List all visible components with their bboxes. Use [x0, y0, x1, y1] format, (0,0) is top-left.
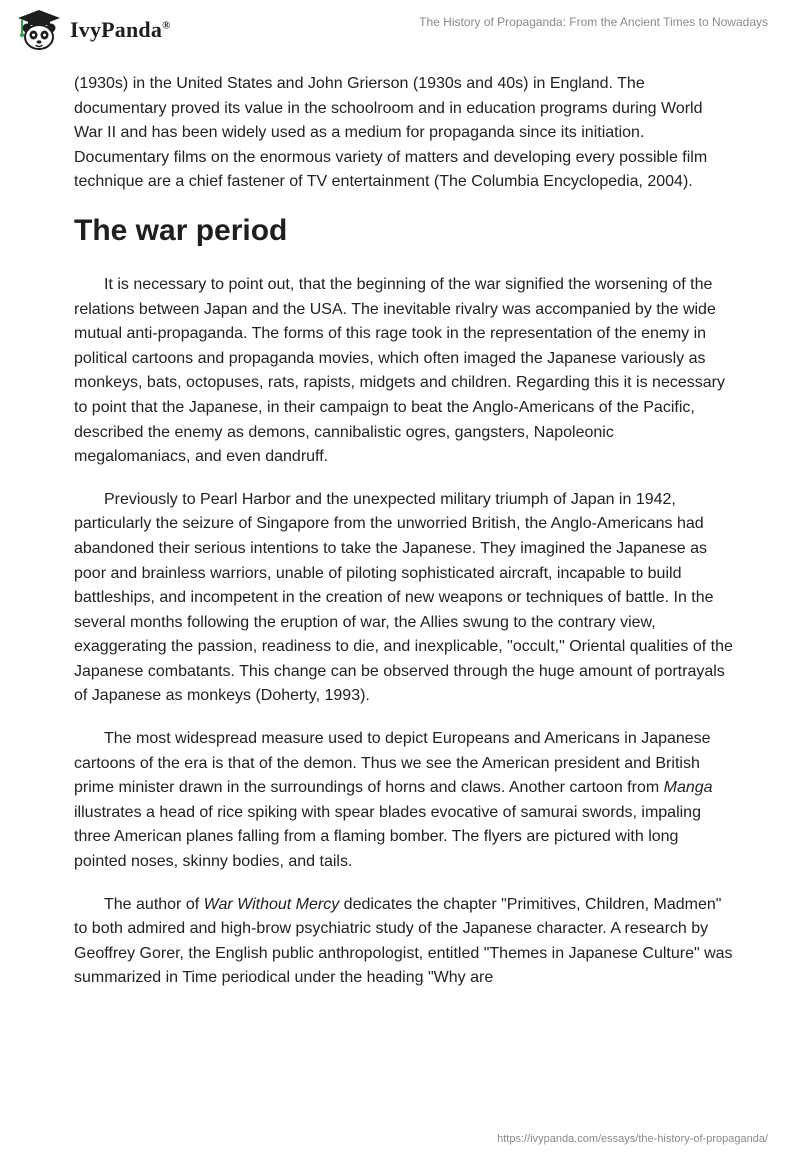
ivypanda-logo[interactable] [14, 8, 171, 52]
section-heading: The war period [74, 213, 288, 247]
italic-manga: Manga [663, 779, 713, 797]
source-url[interactable]: https://ivypanda.com/essays/the-history-of-propaganda/ [497, 1133, 768, 1145]
intro-paragraph: (1930s) in the United States and John Grierson (1930s and 40s) in England. The documentary proved its value in the schoolroom and in education programs during World War II and has been widely used as a medium for propaganda since its initiation. Documentary films on the enormous variety of matters and developing every possible film technique are a chief fastener of TV entertainment (The Columbia Encyclopedia, 2004). [74, 75, 708, 191]
paragraph-pearl-harbor: Previously to Pearl Harbor and the unexpected military triumph of Japan in 1942, particularly the seizure of Singapore from the unworried British, the Anglo-Americans had abandoned their serious intentions to take the Japanese. They imagined the Japanese as poor and brainless warriors, unable of piloting sophisticated aircraft, incapable to build battleships, and incompetent in the creation of new weapons or techniques of battle. In the several months following the eruption of war, the Allies swung to the contrary view, exaggerating the passion, readiness to die, and inexplicable, "occult," Oriental qualities of the Japanese combatants. This change can be observed through the huge amount of portrayals of Japanese as monkeys (Doherty, 1993). [74, 490, 733, 705]
brand-name: IvyPanda® [70, 17, 171, 42]
page-header [0, 0, 800, 64]
panda-graduation-icon [14, 8, 64, 52]
italic-book-title: War Without Mercy [203, 895, 340, 913]
running-title: The History of Propaganda: From the Ancient Times to Nowadays [419, 15, 768, 29]
essay-content [74, 72, 734, 1009]
paragraph-demon-cartoons: The most widespread measure used to depict Europeans and Americans in Japanese cartoons of the era is that of the demon. Thus we see the American president and British prime minister drawn in the surroundings of horns and claws. Another cartoon from Manga illustrates a head of rice spiking with spear blades evocative of samurai swords, impaling three American planes falling from a flaming bomber. The flyers are pictured with long pointed noses, skinny bodies, and tails. [74, 730, 713, 871]
paragraph-war-start: It is necessary to point out, that the beginning of the war signified the worsening of the relations between Japan and the USA. The inevitable rivalry was accompanied by the wide mutual anti-propaganda. The forms of this rage took in the representation of the enemy in political cartoons and propaganda movies, which often imaged the Japanese variously as monkeys, bats, octopuses, rats, rapists, midgets and children. Regarding this it is necessary to point that the Japanese, in their campaign to beat the Anglo-Americans of the Pacific, described the enemy as demons, cannibalistic ogres, gangsters, Napoleonic megalomaniacs, and even dandruff. [74, 275, 725, 466]
paragraph-war-without-mercy: The author of War Without Mercy dedicates the chapter "Primitives, Children, Madmen" to both admired and high-brow psychiatric study of the Japanese character. A research by Geoffrey Gorer, the English public anthropologist, entitled "Themes in Japanese Culture" was summarized in Time periodical under the heading "Why are [74, 895, 733, 987]
